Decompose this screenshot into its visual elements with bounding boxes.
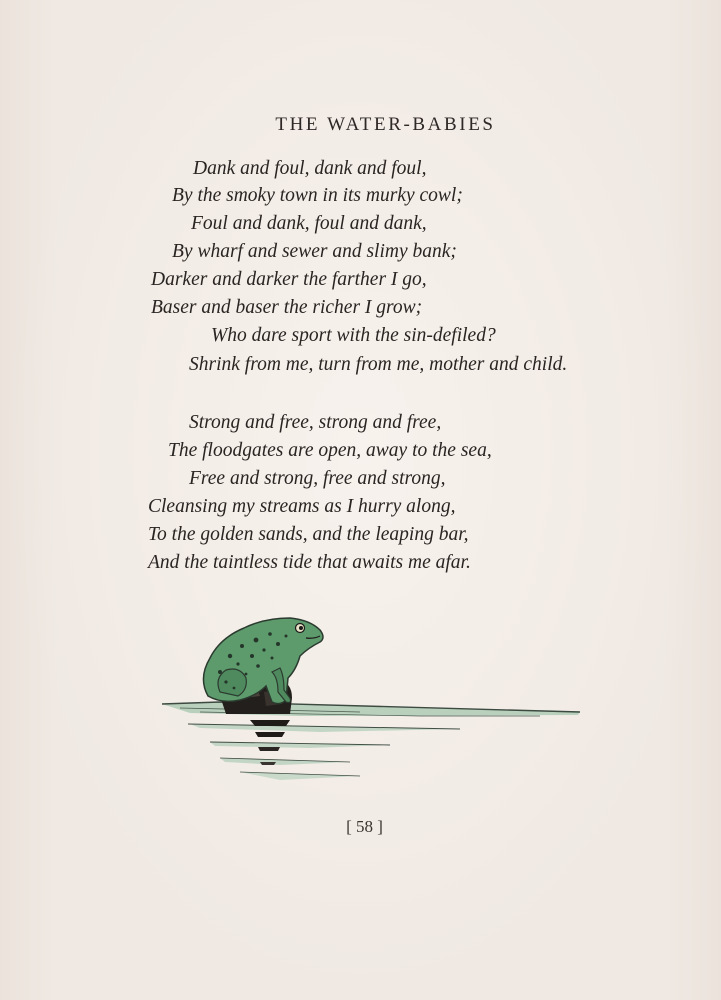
poem-line: The floodgates are open, away to the sea, [168, 440, 492, 461]
poem-line: Foul and dank, foul and dank, [191, 213, 427, 234]
page-title: THE WATER-BABIES [275, 114, 496, 135]
poem-line: Baser and baser the richer I grow; [151, 297, 423, 318]
poem-line: To the golden sands, and the leaping bar, [148, 524, 469, 545]
frog-illustration [160, 612, 585, 787]
page-number: [ 58 ] [346, 817, 383, 836]
poem-line: By the smoky town in its murky cowl; [172, 185, 463, 206]
poem-line: By wharf and sewer and slimy bank; [172, 241, 457, 262]
poem-line: Shrink from me, turn from me, mother and child. [189, 354, 568, 375]
poem-line: Who dare sport with the sin-defiled? [211, 325, 496, 346]
poem-line: Darker and darker the farther I go, [151, 269, 427, 290]
poem-line: And the taintless tide that awaits me afar. [148, 552, 471, 573]
poem-line: Free and strong, free and strong, [189, 468, 446, 489]
poem-line: Cleansing my streams as I hurry along, [148, 496, 456, 517]
water-reflection [188, 720, 460, 780]
poem-line: Dank and foul, dank and foul, [193, 158, 427, 179]
poem-line: Strong and free, strong and free, [189, 412, 442, 433]
